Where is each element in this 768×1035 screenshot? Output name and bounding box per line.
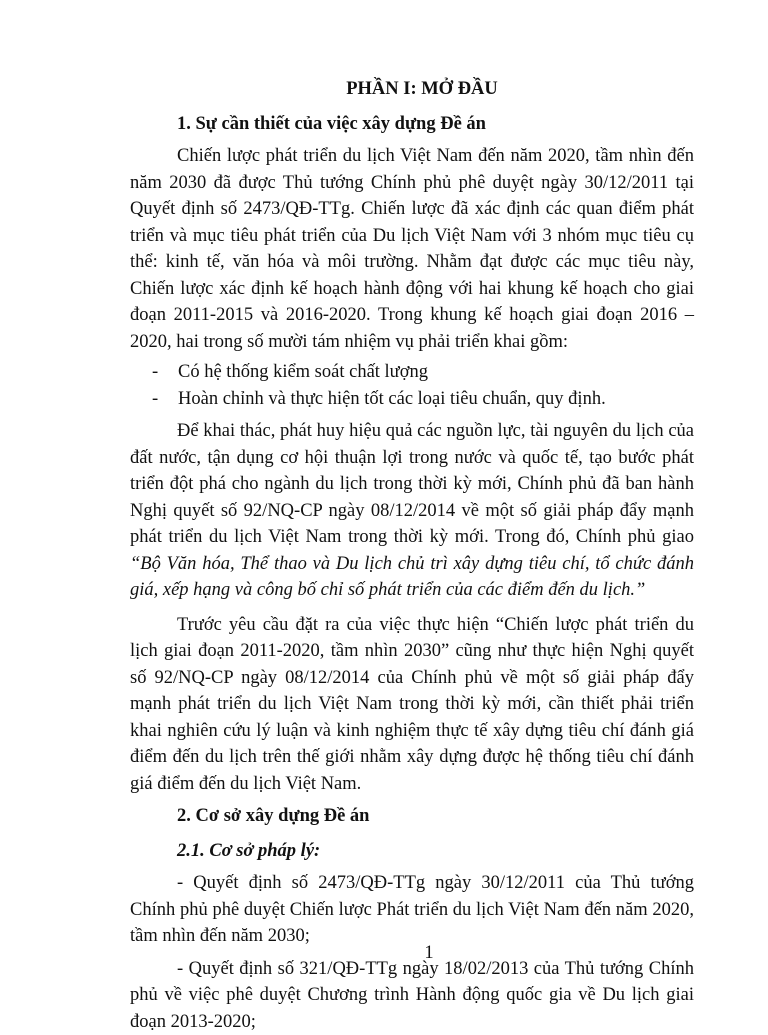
- section-1-paragraph-2: [130, 418, 694, 604]
- section-1-heading: 1. Sự cần thiết của việc xây dựng Đề án: [130, 111, 694, 138]
- section-2-heading: 2. Cơ sở xây dựng Đề án: [130, 803, 694, 830]
- list-item: [130, 359, 694, 386]
- bullet-mark: -: [152, 359, 158, 386]
- list-item-text: Có hệ thống kiểm soát chất lượng: [178, 362, 428, 382]
- paragraph-2-text: Để khai thác, phát huy hiệu quả các nguồn lực, tài nguyên du lịch của đất nước, tận dụng cơ hội thuận lợi trong nước và quốc tế, tạo bước phát triển đột phá cho ngành du lịch trong thời kỳ mới, Chính phủ đã ban hành Nghị quyết số 92/NQ-CP ngày 08/12/2014 về một số giải pháp đẩy mạnh phát triển du lịch Việt Nam trong thời kỳ mới. Trong đó, Chính phủ giao: [130, 421, 694, 547]
- list-item: [130, 386, 694, 413]
- section-1-paragraph-1: Chiến lược phát triển du lịch Việt Nam đến năm 2020, tầm nhìn đến năm 2030 đã được Thủ tướng Chính phủ phê duyệt ngày 30/12/2011 tại Quyết định số 2473/QĐ-TTg. Chiến lược đã xác định các quan điểm phát triển và mục tiêu phát triển của Du lịch Việt Nam với 3 nhóm mục tiêu cụ thể: kinh tế, văn hóa và môi trường. Nhằm đạt được các mục tiêu này, Chiến lược xác định kế hoạch hành động với hai khung kế hoạch cho giai đoạn 2011-2015 và 2016-2020. Trong khung kế hoạch giai đoạn 2016 – 2020, hai trong số mười tám nhiệm vụ phải triển khai gồm:: [130, 143, 694, 355]
- legal-basis-item-1: - Quyết định số 2473/QĐ-TTg ngày 30/12/2011 của Thủ tướng Chính phủ phê duyệt Chiến lược Phát triển du lịch Việt Nam đến năm 2020, tầm nhìn đến năm 2030;: [130, 870, 694, 950]
- list-item-text: Hoàn chỉnh và thực hiện tốt các loại tiêu chuẩn, quy định.: [178, 389, 606, 409]
- bullet-mark: -: [152, 386, 158, 413]
- part-title: PHẦN I: MỞ ĐẦU: [130, 76, 694, 103]
- section-2-1-heading: 2.1. Cơ sở pháp lý:: [130, 838, 694, 865]
- section-1-paragraph-3: Trước yêu cầu đặt ra của việc thực hiện “Chiến lược phát triển du lịch giai đoạn 2011-2020, tầm nhìn 2030” cũng như thực hiện Nghị quyết số 92/NQ-CP ngày 08/12/2014 của Chính phủ về một số giải pháp đẩy mạnh phát triển du lịch Việt Nam trong thời kỳ mới, cần thiết phải triển khai nghiên cứu lý luận và kinh nghiệm thực tế xây dựng tiêu chí đánh giá điểm đến du lịch trên thế giới nhằm xây dựng được hệ thống tiêu chí đánh giá điểm đến du lịch Việt Nam.: [130, 612, 694, 798]
- page-number: 1: [0, 940, 768, 967]
- legal-basis-item-2: - Quyết định số 321/QĐ-TTg ngày 18/02/2013 của Thủ tướng Chính phủ về việc phê duyệt Chương trình Hành động quốc gia về Du lịch giai đoạn 2013-2020;: [130, 956, 694, 1035]
- paragraph-2-quote: “Bộ Văn hóa, Thể thao và Du lịch chủ trì xây dựng tiêu chí, tổ chức đánh giá, xếp hạng và công bố chỉ số phát triển của các điểm đến du lịch.”: [130, 554, 694, 601]
- task-list: [130, 359, 694, 412]
- page-content: [130, 76, 694, 1035]
